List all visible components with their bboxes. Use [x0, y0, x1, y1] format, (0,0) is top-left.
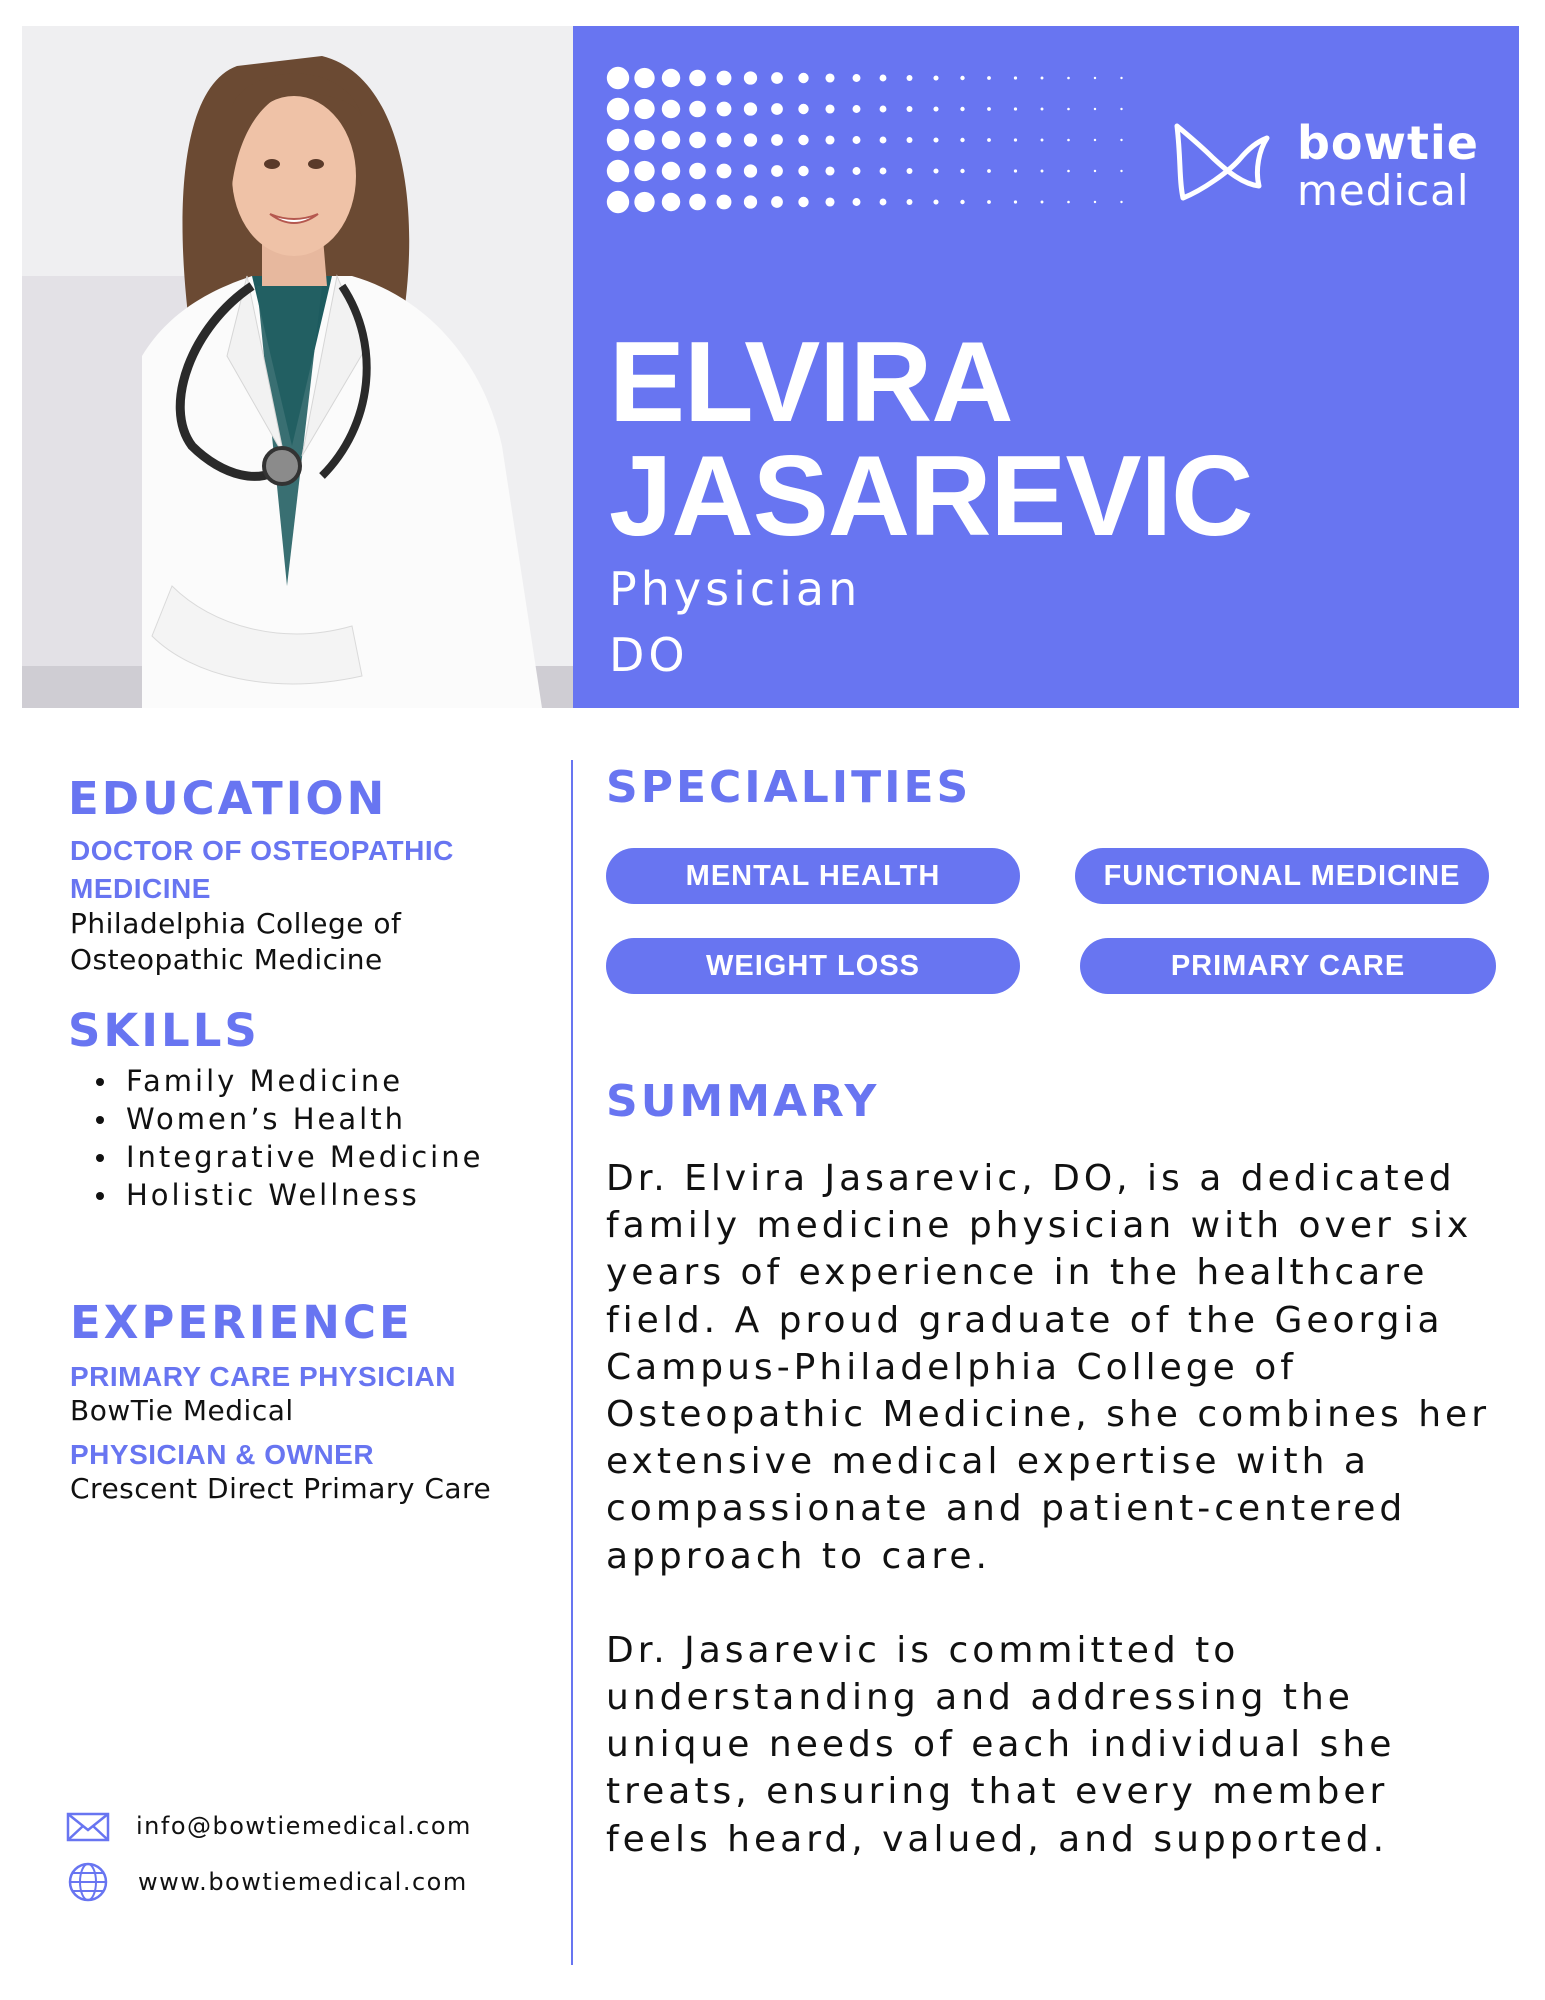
- portrait-illustration: [22, 26, 573, 708]
- logo-word-medical: medical: [1297, 166, 1470, 215]
- summary-heading: SUMMARY: [606, 1076, 880, 1127]
- halftone-dot: [907, 106, 913, 112]
- experience-org-2: Crescent Direct Primary Care: [70, 1472, 492, 1505]
- halftone-dot: [662, 193, 680, 211]
- halftone-dot: [717, 71, 732, 86]
- halftone-dot: [960, 107, 964, 111]
- halftone-dot: [1094, 201, 1096, 203]
- halftone-dot: [987, 200, 991, 204]
- halftone-dot: [1094, 139, 1096, 141]
- halftone-dot: [853, 105, 861, 113]
- halftone-dot: [689, 132, 706, 149]
- halftone-dot: [987, 169, 991, 173]
- halftone-dot: [933, 137, 938, 142]
- envelope-icon: [66, 1806, 110, 1846]
- halftone-dot: [1014, 138, 1017, 141]
- halftone-dot: [607, 191, 629, 213]
- speciality-pill: PRIMARY CARE: [1080, 938, 1496, 994]
- globe-icon: [66, 1862, 110, 1902]
- education-heading: EDUCATION: [68, 772, 388, 825]
- skill-item: Holistic Wellness: [86, 1176, 483, 1214]
- halftone-dot: [907, 75, 913, 81]
- halftone-dot: [960, 200, 964, 204]
- halftone-dot: [662, 162, 680, 180]
- halftone-dot: [1014, 107, 1017, 110]
- halftone-dot: [1067, 108, 1070, 111]
- doctor-name: [609, 319, 1489, 560]
- halftone-dot: [907, 168, 913, 174]
- halftone-dot: [662, 100, 680, 118]
- summary-body: [606, 1155, 1506, 1863]
- halftone-dot: [960, 138, 964, 142]
- halftone-dot: [960, 76, 964, 80]
- skills-list: [86, 1062, 483, 1214]
- halftone-dots-decoration: [606, 64, 1166, 244]
- halftone-dot: [689, 101, 706, 118]
- halftone-dot: [1041, 201, 1044, 204]
- contact-email-row[interactable]: [66, 1806, 472, 1846]
- halftone-dot: [634, 130, 654, 150]
- halftone-dot: [1120, 108, 1122, 110]
- halftone-dot: [798, 135, 808, 145]
- halftone-dot: [825, 104, 834, 113]
- halftone-dot: [744, 164, 757, 177]
- halftone-dot: [1014, 169, 1017, 172]
- halftone-dot: [717, 133, 732, 148]
- halftone-dot: [933, 75, 938, 80]
- halftone-dot: [771, 165, 783, 177]
- halftone-dot: [1120, 201, 1122, 203]
- bowtie-logo-icon: [1173, 120, 1271, 204]
- halftone-dot: [960, 169, 964, 173]
- experience-role-2: PHYSICIAN & OWNER: [70, 1439, 375, 1470]
- brand-logo: [1173, 98, 1493, 218]
- halftone-dot: [987, 76, 991, 80]
- halftone-dot: [634, 161, 654, 181]
- halftone-dot: [798, 104, 808, 114]
- halftone-dot: [825, 197, 834, 206]
- halftone-dot: [607, 160, 629, 182]
- skills-heading: SKILLS: [68, 1004, 260, 1057]
- name-last: JASAREVIC: [609, 433, 1253, 560]
- halftone-dot: [1067, 201, 1070, 204]
- halftone-dot: [1067, 139, 1070, 142]
- halftone-dot: [798, 73, 808, 83]
- halftone-dot: [933, 106, 938, 111]
- speciality-pill: WEIGHT LOSS: [606, 938, 1020, 994]
- halftone-dot: [717, 102, 732, 117]
- halftone-dot: [933, 199, 938, 204]
- education-school-line2: Osteopathic Medicine: [70, 943, 383, 976]
- halftone-dot: [825, 166, 834, 175]
- summary-paragraph: Dr. Elvira Jasarevic, DO, is a dedicated family medicine physician with over six years of experience in the healthcare field. A proud graduate of the Georgia Campus-Philadelphia College of Osteopathic Medicine, she combines her extensive medical expertise with a compassionate and patient-centered approach to care.: [606, 1158, 1491, 1577]
- halftone-dot: [689, 194, 706, 211]
- skill-item: Integrative Medicine: [86, 1138, 483, 1176]
- halftone-dot: [1067, 170, 1070, 173]
- speciality-pill: MENTAL HEALTH: [606, 848, 1020, 904]
- halftone-dot: [744, 195, 757, 208]
- halftone-dot: [744, 133, 757, 146]
- summary-paragraph: Dr. Jasarevic is committed to understanding and addressing the unique needs of each individual she treats, ensuring that every member feels heard, valued, and supported.: [606, 1629, 1396, 1860]
- halftone-dot: [771, 72, 783, 84]
- halftone-dot: [689, 163, 706, 180]
- halftone-dot: [987, 138, 991, 142]
- halftone-dot: [1067, 77, 1070, 80]
- halftone-dot: [987, 107, 991, 111]
- experience-heading: EXPERIENCE: [70, 1296, 413, 1349]
- profile-photo: [22, 26, 573, 708]
- halftone-dot: [1094, 108, 1096, 110]
- halftone-dot: [933, 168, 938, 173]
- halftone-dot: [634, 192, 654, 212]
- halftone-dot: [825, 73, 834, 82]
- halftone-dot: [1041, 77, 1044, 80]
- halftone-dot: [634, 68, 654, 88]
- halftone-dot: [771, 134, 783, 146]
- halftone-dot: [798, 166, 808, 176]
- education-school-line1: Philadelphia College of: [70, 907, 402, 940]
- credential: DO: [609, 628, 689, 682]
- halftone-dot: [1041, 108, 1044, 111]
- halftone-dot: [1120, 170, 1122, 172]
- education-degree: DOCTOR OF OSTEOPATHIC MEDICINE: [70, 835, 454, 904]
- halftone-dot: [689, 70, 706, 87]
- specialities-heading: SPECIALITIES: [606, 762, 972, 813]
- halftone-dot: [825, 135, 834, 144]
- contact-email[interactable]: info@bowtiemedical.com: [136, 1812, 472, 1840]
- logo-word-bowtie: bowtie: [1297, 116, 1479, 170]
- skill-item: Family Medicine: [86, 1062, 483, 1100]
- halftone-dot: [1094, 77, 1096, 79]
- halftone-dot: [771, 196, 783, 208]
- halftone-dot: [744, 102, 757, 115]
- halftone-dot: [662, 131, 680, 149]
- halftone-dot: [607, 129, 629, 151]
- halftone-dot: [880, 75, 887, 82]
- halftone-dot: [634, 99, 654, 119]
- halftone-dot: [853, 136, 861, 144]
- halftone-dot: [607, 98, 629, 120]
- header-banner: [573, 26, 1519, 708]
- halftone-dot: [662, 69, 680, 87]
- halftone-dot: [853, 74, 861, 82]
- halftone-dot: [744, 71, 757, 84]
- job-title: Physician: [609, 562, 862, 616]
- halftone-dot: [1094, 170, 1096, 172]
- skill-item: Women’s Health: [86, 1100, 483, 1138]
- contact-website[interactable]: www.bowtiemedical.com: [138, 1868, 468, 1896]
- halftone-dot: [880, 137, 887, 144]
- halftone-dot: [880, 199, 887, 206]
- halftone-dot: [798, 197, 808, 207]
- halftone-dot: [771, 103, 783, 115]
- halftone-dot: [853, 167, 861, 175]
- halftone-dot: [853, 198, 861, 206]
- name-first: ELVIRA: [609, 319, 1013, 446]
- halftone-dot: [907, 199, 913, 205]
- experience-org-1: BowTie Medical: [70, 1394, 294, 1427]
- halftone-dot: [717, 195, 732, 210]
- halftone-dot: [907, 137, 913, 143]
- halftone-dot: [1120, 77, 1122, 79]
- halftone-dot: [607, 67, 629, 89]
- speciality-pill: FUNCTIONAL MEDICINE: [1075, 848, 1489, 904]
- halftone-dot: [1014, 76, 1017, 79]
- contact-website-row[interactable]: [66, 1862, 468, 1902]
- column-divider: [571, 760, 573, 1965]
- halftone-dot: [1014, 200, 1017, 203]
- experience-role-1: PRIMARY CARE PHYSICIAN: [70, 1361, 456, 1392]
- halftone-dot: [880, 168, 887, 175]
- halftone-dot: [1120, 139, 1122, 141]
- halftone-dot: [1041, 139, 1044, 142]
- halftone-dot: [717, 164, 732, 179]
- halftone-dot: [880, 106, 887, 113]
- halftone-dot: [1041, 170, 1044, 173]
